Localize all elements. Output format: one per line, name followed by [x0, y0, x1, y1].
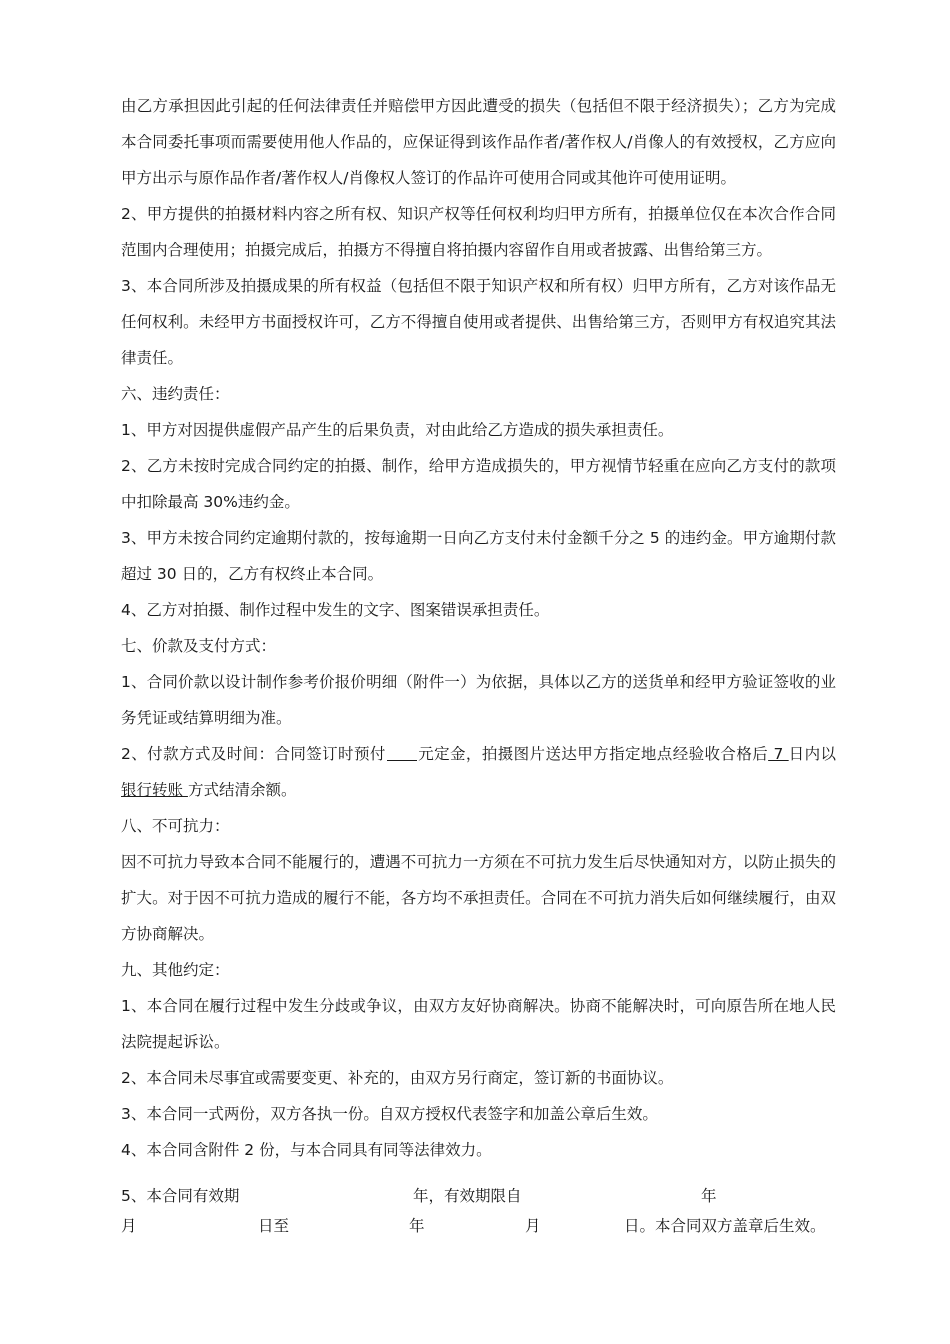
paragraph-intro-1: 由乙方承担因此引起的任何法律责任并赔偿甲方因此遭受的损失（包括但不限于经济损失）；乙方为完成本合同委托事项而需要使用他人作品的，应保证得到该作品作者/著作权人/肖像人的有效授权，乙方应向甲方出示与原作品作者/著作权人/肖像权人签订的作品许可使用合同或其他许可使用证明。 [121, 97, 836, 187]
validity-row-1 [121, 1178, 836, 1208]
section-9-item-2: 2、本合同未尽事宜或需要变更、补充的，由双方另行商定，签订新的书面协议。 [121, 1069, 674, 1087]
payment-days: 7 [768, 745, 789, 763]
validity-row-2 [121, 1208, 836, 1238]
validity-text-c: 年 [701, 1187, 717, 1205]
payment-text-d: 方式结清余额。 [187, 781, 297, 799]
section-7-item-2 [121, 736, 836, 808]
section-8-item-1: 因不可抗力导致本合同不能履行的，遭遇不可抗力一方须在不可抗力发生后尽快通知对方，以防止损失的扩大。对于因不可抗力造成的履行不能，各方均不承担责任。合同在不可抗力消失后如何继续履行，由双方协商解决。 [121, 853, 836, 943]
validity-text-h: 日。本合同双方盖章后生效。 [624, 1217, 826, 1235]
section-9-item-1: 1、本合同在履行过程中发生分歧或争议，由双方友好协商解决。协商不能解决时，可向原告所在地人民法院提起诉讼。 [121, 997, 836, 1051]
payment-method: 银行转账 [121, 781, 188, 799]
validity-text-e: 日至 [258, 1217, 290, 1235]
section-7-item-1: 1、合同价款以设计制作参考价报价明细（附件一）为依据，具体以乙方的送货单和经甲方验证签收的业务凭证或结算明细为准。 [121, 673, 836, 727]
payment-text-a: 2、付款方式及时间：合同签订时预付 [121, 745, 386, 763]
section-6-item-1: 1、甲方对因提供虚假产品产生的后果负责，对由此给乙方造成的损失承担责任。 [121, 421, 674, 439]
validity-text-d: 月 [121, 1217, 137, 1235]
section-6-title: 六、违约责任： [121, 385, 230, 403]
paragraph-intro-3: 3、本合同所涉及拍摄成果的所有权益（包括但不限于知识产权和所有权）归甲方所有，乙方对该作品无任何权利。未经甲方书面授权许可，乙方不得擅自使用或者提供、出售给第三方，否则甲方有权追究其法律责任。 [121, 277, 836, 367]
validity-text-f: 年 [409, 1217, 425, 1235]
payment-text-b: 元定金，拍摄图片送达甲方指定地点经验收合格后 [417, 745, 769, 763]
section-9-title: 九、其他约定： [121, 961, 230, 979]
validity-text-a: 5、本合同有效期 [121, 1187, 240, 1205]
payment-text-c: 日内以 [788, 745, 836, 763]
section-6-item-4: 4、乙方对拍摄、制作过程中发生的文字、图案错误承担责任。 [121, 601, 550, 619]
section-9-item-5 [121, 1178, 836, 1238]
section-7-title: 七、价款及支付方式： [121, 637, 277, 655]
section-8-title: 八、不可抗力： [121, 817, 230, 835]
section-9-item-3: 3、本合同一式两份，双方各执一份。自双方授权代表签字和加盖公章后生效。 [121, 1105, 658, 1123]
validity-text-g: 月 [525, 1217, 541, 1235]
paragraph-intro-2: 2、甲方提供的拍摄材料内容之所有权、知识产权等任何权利均归甲方所有，拍摄单位仅在本次合作合同范围内合理使用；拍摄完成后，拍摄方不得擅自将拍摄内容留作自用或者披露、出售给第三方。 [121, 205, 836, 259]
contract-body [121, 88, 836, 1168]
section-6-item-3: 3、甲方未按合同约定逾期付款的，按每逾期一日向乙方支付未付金额千分之 5 的违约金。甲方逾期付款超过 30 日的，乙方有权终止本合同。 [121, 529, 836, 583]
validity-text-b: 年，有效期限自 [413, 1187, 522, 1205]
section-6-item-2: 2、乙方未按时完成合同约定的拍摄、制作，给甲方造成损失的，甲方视情节轻重在应向乙方支付的款项中扣除最高 30%违约金。 [121, 457, 836, 511]
deposit-amount-blank [387, 742, 417, 761]
section-9-item-4: 4、本合同含附件 2 份，与本合同具有同等法律效力。 [121, 1141, 492, 1159]
